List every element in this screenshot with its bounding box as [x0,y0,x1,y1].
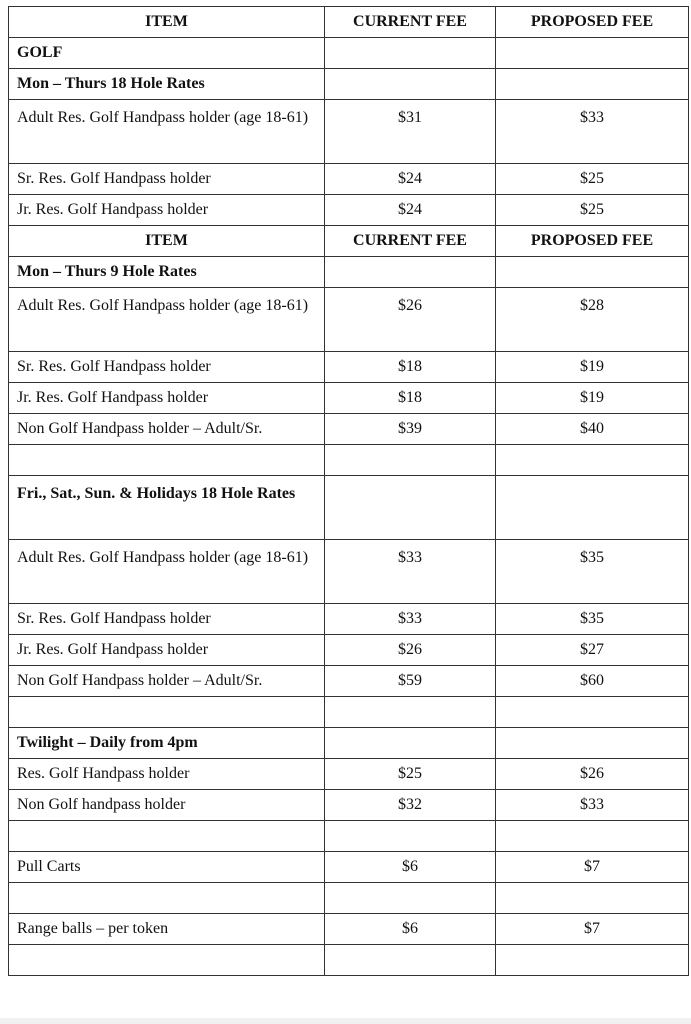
section-row [9,257,689,288]
section-row [9,69,689,100]
item-cell [9,697,325,728]
proposed-fee-cell: $25 [496,195,689,226]
current-fee-cell: $18 [325,383,496,414]
current-fee-cell: $24 [325,195,496,226]
item-cell: Jr. Res. Golf Handpass holder [9,383,325,414]
current-fee-cell [325,445,496,476]
current-fee-cell [325,69,496,100]
item-cell: Twilight – Daily from 4pm [9,728,325,759]
current-fee-cell [325,257,496,288]
proposed-fee-cell: $7 [496,914,689,945]
item-cell: Jr. Res. Golf Handpass holder [9,635,325,666]
proposed-fee-cell [496,945,689,976]
header-row [9,226,689,257]
table-row [9,666,689,697]
table-row [9,540,689,604]
table-row [9,100,689,164]
proposed-fee-cell [496,257,689,288]
item-cell [9,945,325,976]
proposed-fee-cell [496,38,689,69]
blank-row [9,445,689,476]
item-cell: Mon – Thurs 9 Hole Rates [9,257,325,288]
proposed-fee-cell: $19 [496,383,689,414]
current-fee-cell [325,38,496,69]
proposed-fee-cell [496,821,689,852]
blank-row [9,821,689,852]
proposed-fee-cell: $33 [496,100,689,164]
item-cell: Range balls – per token [9,914,325,945]
proposed-fee-cell: $35 [496,540,689,604]
item-cell: Adult Res. Golf Handpass holder (age 18-61) [9,100,325,164]
current-fee-cell: $26 [325,635,496,666]
item-cell [9,821,325,852]
current-fee-cell: $6 [325,914,496,945]
current-fee-cell [325,883,496,914]
item-cell: Res. Golf Handpass holder [9,759,325,790]
current-fee-cell [325,697,496,728]
current-fee-cell [325,476,496,540]
current-fee-cell: $39 [325,414,496,445]
proposed-fee-cell: $25 [496,164,689,195]
proposed-fee-cell [496,445,689,476]
proposed-fee-cell [496,883,689,914]
current-fee-cell: $59 [325,666,496,697]
item-cell: Sr. Res. Golf Handpass holder [9,164,325,195]
item-cell: Non Golf Handpass holder – Adult/Sr. [9,414,325,445]
fee-table [8,6,689,976]
table-row [9,383,689,414]
item-cell: ITEM [9,226,325,257]
current-fee-cell [325,945,496,976]
proposed-fee-cell: $26 [496,759,689,790]
table-row [9,635,689,666]
table-row [9,195,689,226]
current-fee-cell: CURRENT FEE [325,226,496,257]
item-cell [9,445,325,476]
current-fee-cell: CURRENT FEE [325,7,496,38]
item-cell: Non Golf Handpass holder – Adult/Sr. [9,666,325,697]
proposed-fee-cell: $7 [496,852,689,883]
item-cell: Sr. Res. Golf Handpass holder [9,352,325,383]
blank-row [9,945,689,976]
item-cell: Jr. Res. Golf Handpass holder [9,195,325,226]
table-row [9,852,689,883]
proposed-fee-cell: $28 [496,288,689,352]
section-row [9,38,689,69]
proposed-fee-cell: $40 [496,414,689,445]
item-cell: Mon – Thurs 18 Hole Rates [9,69,325,100]
proposed-fee-cell [496,728,689,759]
current-fee-cell: $33 [325,540,496,604]
table-row [9,914,689,945]
blank-row [9,883,689,914]
current-fee-cell [325,728,496,759]
proposed-fee-cell: PROPOSED FEE [496,7,689,38]
blank-row [9,697,689,728]
item-cell: Fri., Sat., Sun. & Holidays 18 Hole Rates [9,476,325,540]
page-bottom-strip [0,1018,691,1024]
item-cell [9,883,325,914]
proposed-fee-cell: PROPOSED FEE [496,226,689,257]
proposed-fee-cell [496,697,689,728]
current-fee-cell: $31 [325,100,496,164]
table-row [9,604,689,635]
table-row [9,759,689,790]
section-row [9,476,689,540]
current-fee-cell: $6 [325,852,496,883]
current-fee-cell: $32 [325,790,496,821]
item-cell: Pull Carts [9,852,325,883]
section-row [9,728,689,759]
proposed-fee-cell: $27 [496,635,689,666]
current-fee-cell: $18 [325,352,496,383]
item-cell: Adult Res. Golf Handpass holder (age 18-61) [9,288,325,352]
table-row [9,352,689,383]
table-row [9,790,689,821]
item-cell: ITEM [9,7,325,38]
table-row [9,288,689,352]
header-row [9,7,689,38]
proposed-fee-cell: $19 [496,352,689,383]
item-cell: Sr. Res. Golf Handpass holder [9,604,325,635]
current-fee-cell: $24 [325,164,496,195]
proposed-fee-cell: $60 [496,666,689,697]
proposed-fee-cell: $35 [496,604,689,635]
item-cell: Non Golf handpass holder [9,790,325,821]
current-fee-cell: $25 [325,759,496,790]
table-row [9,164,689,195]
item-cell: Adult Res. Golf Handpass holder (age 18-61) [9,540,325,604]
current-fee-cell: $26 [325,288,496,352]
item-cell: GOLF [9,38,325,69]
proposed-fee-cell: $33 [496,790,689,821]
table-row [9,414,689,445]
current-fee-cell [325,821,496,852]
proposed-fee-cell [496,69,689,100]
current-fee-cell: $33 [325,604,496,635]
proposed-fee-cell [496,476,689,540]
fee-table-body [9,7,689,976]
